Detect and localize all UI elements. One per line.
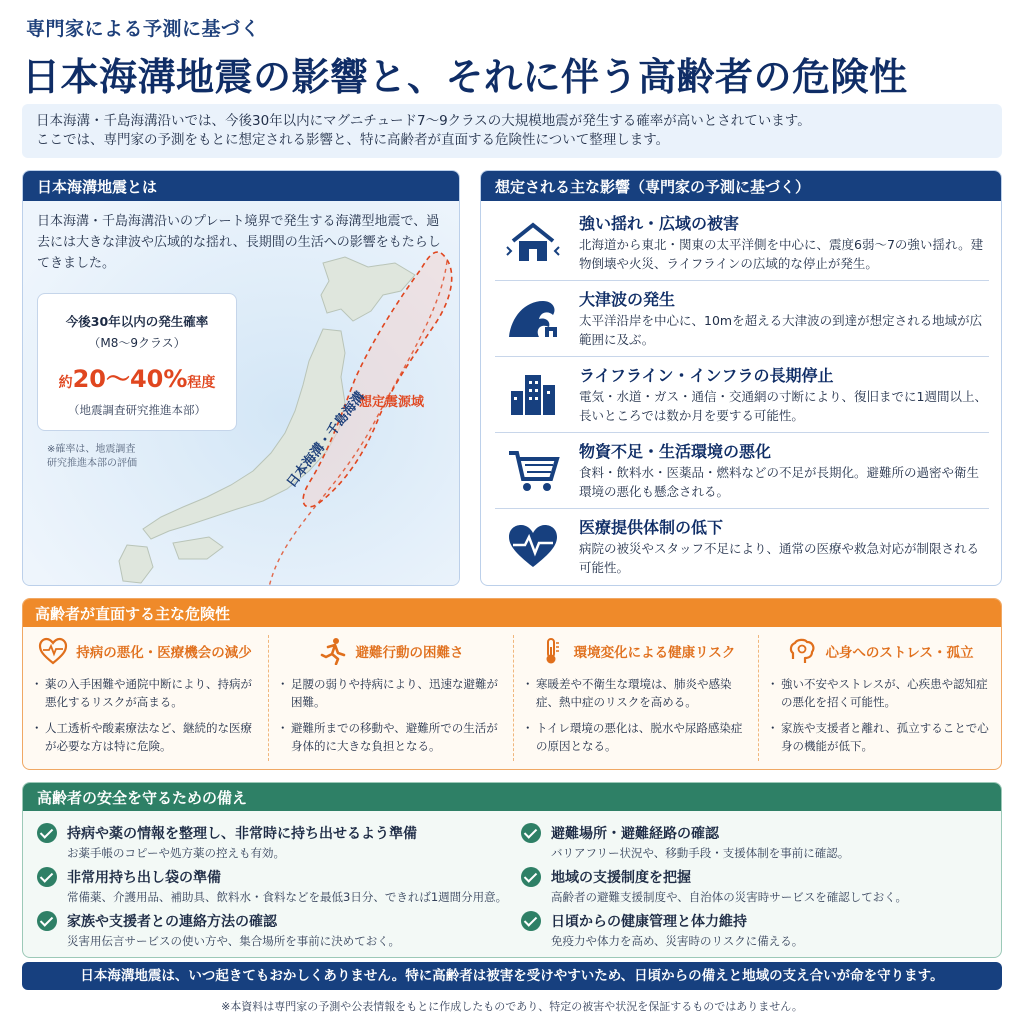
- risk-item: ・ 足腰の弱りや持病により、迅速な避難が困難。: [279, 675, 502, 711]
- risk-column: [23, 635, 267, 761]
- preparation-panel: [22, 782, 1002, 958]
- footer-banner: 日本海溝地震は、いつ起きてもおかしくありません。特に高齢者は被害を受けやすいため、日頃からの備えと地域の支え合いが命を守ります。: [22, 962, 1002, 990]
- impacts-header: 想定される主な影響（専門家の予測に基づく）: [481, 171, 1001, 201]
- tsunami-wave-icon: [505, 293, 561, 343]
- prep-title: 地域の支援制度を把握: [551, 870, 691, 886]
- house-damage-icon: [505, 217, 561, 267]
- buildings-icon: [505, 369, 561, 419]
- impact-item: [495, 433, 989, 509]
- probability-source: （地震調査研究推進本部）: [68, 403, 206, 417]
- impact-text: 食料・飲料水・医薬品・燃料などの不足が長期化。避難所の過密や衛生環境の悪化も懸念される。: [579, 465, 980, 499]
- probability-value: [38, 359, 236, 394]
- intro-line-2: ここでは、専門家の予測をもとに想定される影響と、特に高齢者が直面する危険性について整理します。: [36, 132, 670, 148]
- risk-item: ・ 人工透析や酸素療法など、継続的な医療が必要な方は特に危険。: [33, 719, 257, 755]
- shopping-cart-icon: [505, 445, 561, 495]
- about-header: 日本海溝地震とは: [23, 171, 459, 201]
- prep-title: 避難場所・避難経路の確認: [551, 826, 719, 842]
- risk-item: ・ 家族や支援者と離れ、孤立することで心身の機能が低下。: [769, 719, 992, 755]
- risk-item: ・ 薬の入手困難や通院中断により、持病が悪化するリスクが高まる。: [33, 675, 257, 711]
- prep-text: 災害用伝言サービスの使い方や、集合場所を事前に決めておく。: [67, 934, 401, 948]
- risk-item: ・ 寒暖差や不衛生な環境は、肺炎や感染症、熱中症のリスクを高める。: [524, 675, 747, 711]
- check-circle-icon: [521, 823, 541, 843]
- probability-number: 20〜40%: [72, 365, 188, 393]
- prep-item: [521, 911, 991, 953]
- prep-title: 家族や支援者との連絡方法の確認: [67, 914, 277, 930]
- source-zone-label: 想定震源域: [359, 395, 425, 410]
- impact-item: [495, 357, 989, 433]
- risks-header: 高齢者が直面する主な危険性: [23, 599, 1001, 627]
- prep-title: 持病や薬の情報を整理し、非常時に持ち出せるよう準備: [67, 826, 417, 842]
- risk-title: 持病の悪化・医療機会の減少: [76, 645, 252, 661]
- intro-line-1: 日本海溝・千島海溝沿いでは、今後30年以内にマグニチュード7〜9クラスの大規模地震が発生する確率が高いとされています。: [36, 113, 811, 129]
- prep-item: [521, 823, 991, 865]
- risk-title: 避難行動の困難さ: [355, 645, 464, 661]
- impact-text: 電気・水道・ガス・通信・交通網の寸断により、復旧までに1週間以上、長いところでは数か月を要する可能性。: [579, 389, 987, 423]
- prep-text: 免疫力や体力を高め、災害時のリスクに備える。: [551, 934, 804, 948]
- risk-item: ・ 避難所までの移動や、避難所での生活が身体的に大きな負担となる。: [279, 719, 502, 755]
- impact-text: 病院の被災やスタッフ不足により、通常の医療や救急対応が制限される可能性。: [579, 541, 980, 575]
- prep-item: [37, 823, 507, 865]
- impact-title: 大津波の発生: [579, 290, 676, 309]
- heart-pulse-icon: [505, 521, 561, 571]
- risk-column: [268, 635, 512, 761]
- impacts-panel: [480, 170, 1002, 586]
- probability-prefix: 約: [58, 375, 73, 391]
- page-subtitle: 専門家による予測に基づく: [26, 18, 261, 40]
- probability-title: 今後30年以内の発生確率: [65, 314, 209, 329]
- risk-title: 心身へのストレス・孤立: [825, 645, 974, 661]
- impact-title: 物資不足・生活環境の悪化: [579, 442, 772, 461]
- prep-title: 日頃からの健康管理と体力維持: [551, 914, 747, 930]
- disclaimer: ※本資料は専門家の予測や公表情報をもとに作成したものであり、特定の被害や状況を保証するものではありません。: [221, 1000, 803, 1013]
- check-circle-icon: [37, 823, 57, 843]
- prep-text: 常備薬、介護用品、補助具、飲料水・食料などを最低3日分、できれば1週間分用意。: [67, 890, 508, 904]
- probability-class: （M8〜9クラス）: [88, 336, 186, 350]
- impact-text: 太平洋沿岸を中心に、10mを超える大津波の到達が想定される地域が広範囲に及ぶ。: [579, 313, 983, 347]
- probability-note: ※確率は、地震調査研究推進本部の評価: [47, 444, 137, 469]
- intro-panel: [22, 104, 1002, 158]
- preparation-header: 高齢者の安全を守るための備え: [23, 783, 1001, 811]
- impact-item: [495, 509, 989, 585]
- probability-suffix: 程度: [187, 375, 216, 391]
- about-panel: [22, 170, 460, 586]
- check-circle-icon: [37, 911, 57, 931]
- trench-label: 日本海溝・千島海溝: [284, 389, 369, 491]
- prep-item: [37, 911, 507, 953]
- running-person-icon: [318, 637, 348, 665]
- prep-item: [521, 867, 991, 909]
- page-title: 日本海溝地震の影響と、それに伴う高齢者の危険性: [22, 55, 908, 99]
- risk-title: 環境変化による健康リスク: [573, 645, 736, 661]
- about-description: 日本海溝・千島海溝沿いのプレート境界で発生する海溝型地震で、過去には大きな津波や広域的な揺れ、長期間の生活への影響をもたらしてきました。: [37, 214, 441, 271]
- risks-panel: [22, 598, 1002, 770]
- probability-card: [37, 293, 237, 431]
- thermometer-icon: [536, 637, 566, 665]
- impact-title: 強い揺れ・広域の被害: [579, 214, 740, 233]
- prep-text: 高齢者の避難支援制度や、自治体の災害時サービスを確認しておく。: [551, 890, 908, 904]
- impact-item: [495, 205, 989, 281]
- prep-title: 非常用持ち出し袋の準備: [67, 870, 221, 886]
- impact-text: 北海道から東北・関東の太平洋側を中心に、震度6弱〜7の強い揺れ。建物倒壊や火災、ライフラインの広域的な停止が発生。: [579, 237, 984, 271]
- impact-item: [495, 281, 989, 357]
- check-circle-icon: [37, 867, 57, 887]
- check-circle-icon: [521, 867, 541, 887]
- heart-pulse-icon: [38, 637, 68, 665]
- prep-text: バリアフリー状況や、移動手段・支援体制を事前に確認。: [551, 846, 850, 860]
- risk-column: [758, 635, 1002, 761]
- prep-item: [37, 867, 507, 909]
- impact-title: 医療提供体制の低下: [579, 518, 724, 537]
- check-circle-icon: [521, 911, 541, 931]
- risk-column: [513, 635, 757, 761]
- prep-text: お薬手帳のコピーや処方薬の控えも有効。: [67, 846, 286, 860]
- risk-item: ・ トイレ環境の悪化は、脱水や尿路感染症の原因となる。: [524, 719, 747, 755]
- impact-title: ライフライン・インフラの長期停止: [579, 366, 834, 385]
- brain-stress-icon: [787, 637, 817, 665]
- risk-item: ・ 強い不安やストレスが、心疾患や認知症の悪化を招く可能性。: [769, 675, 992, 711]
